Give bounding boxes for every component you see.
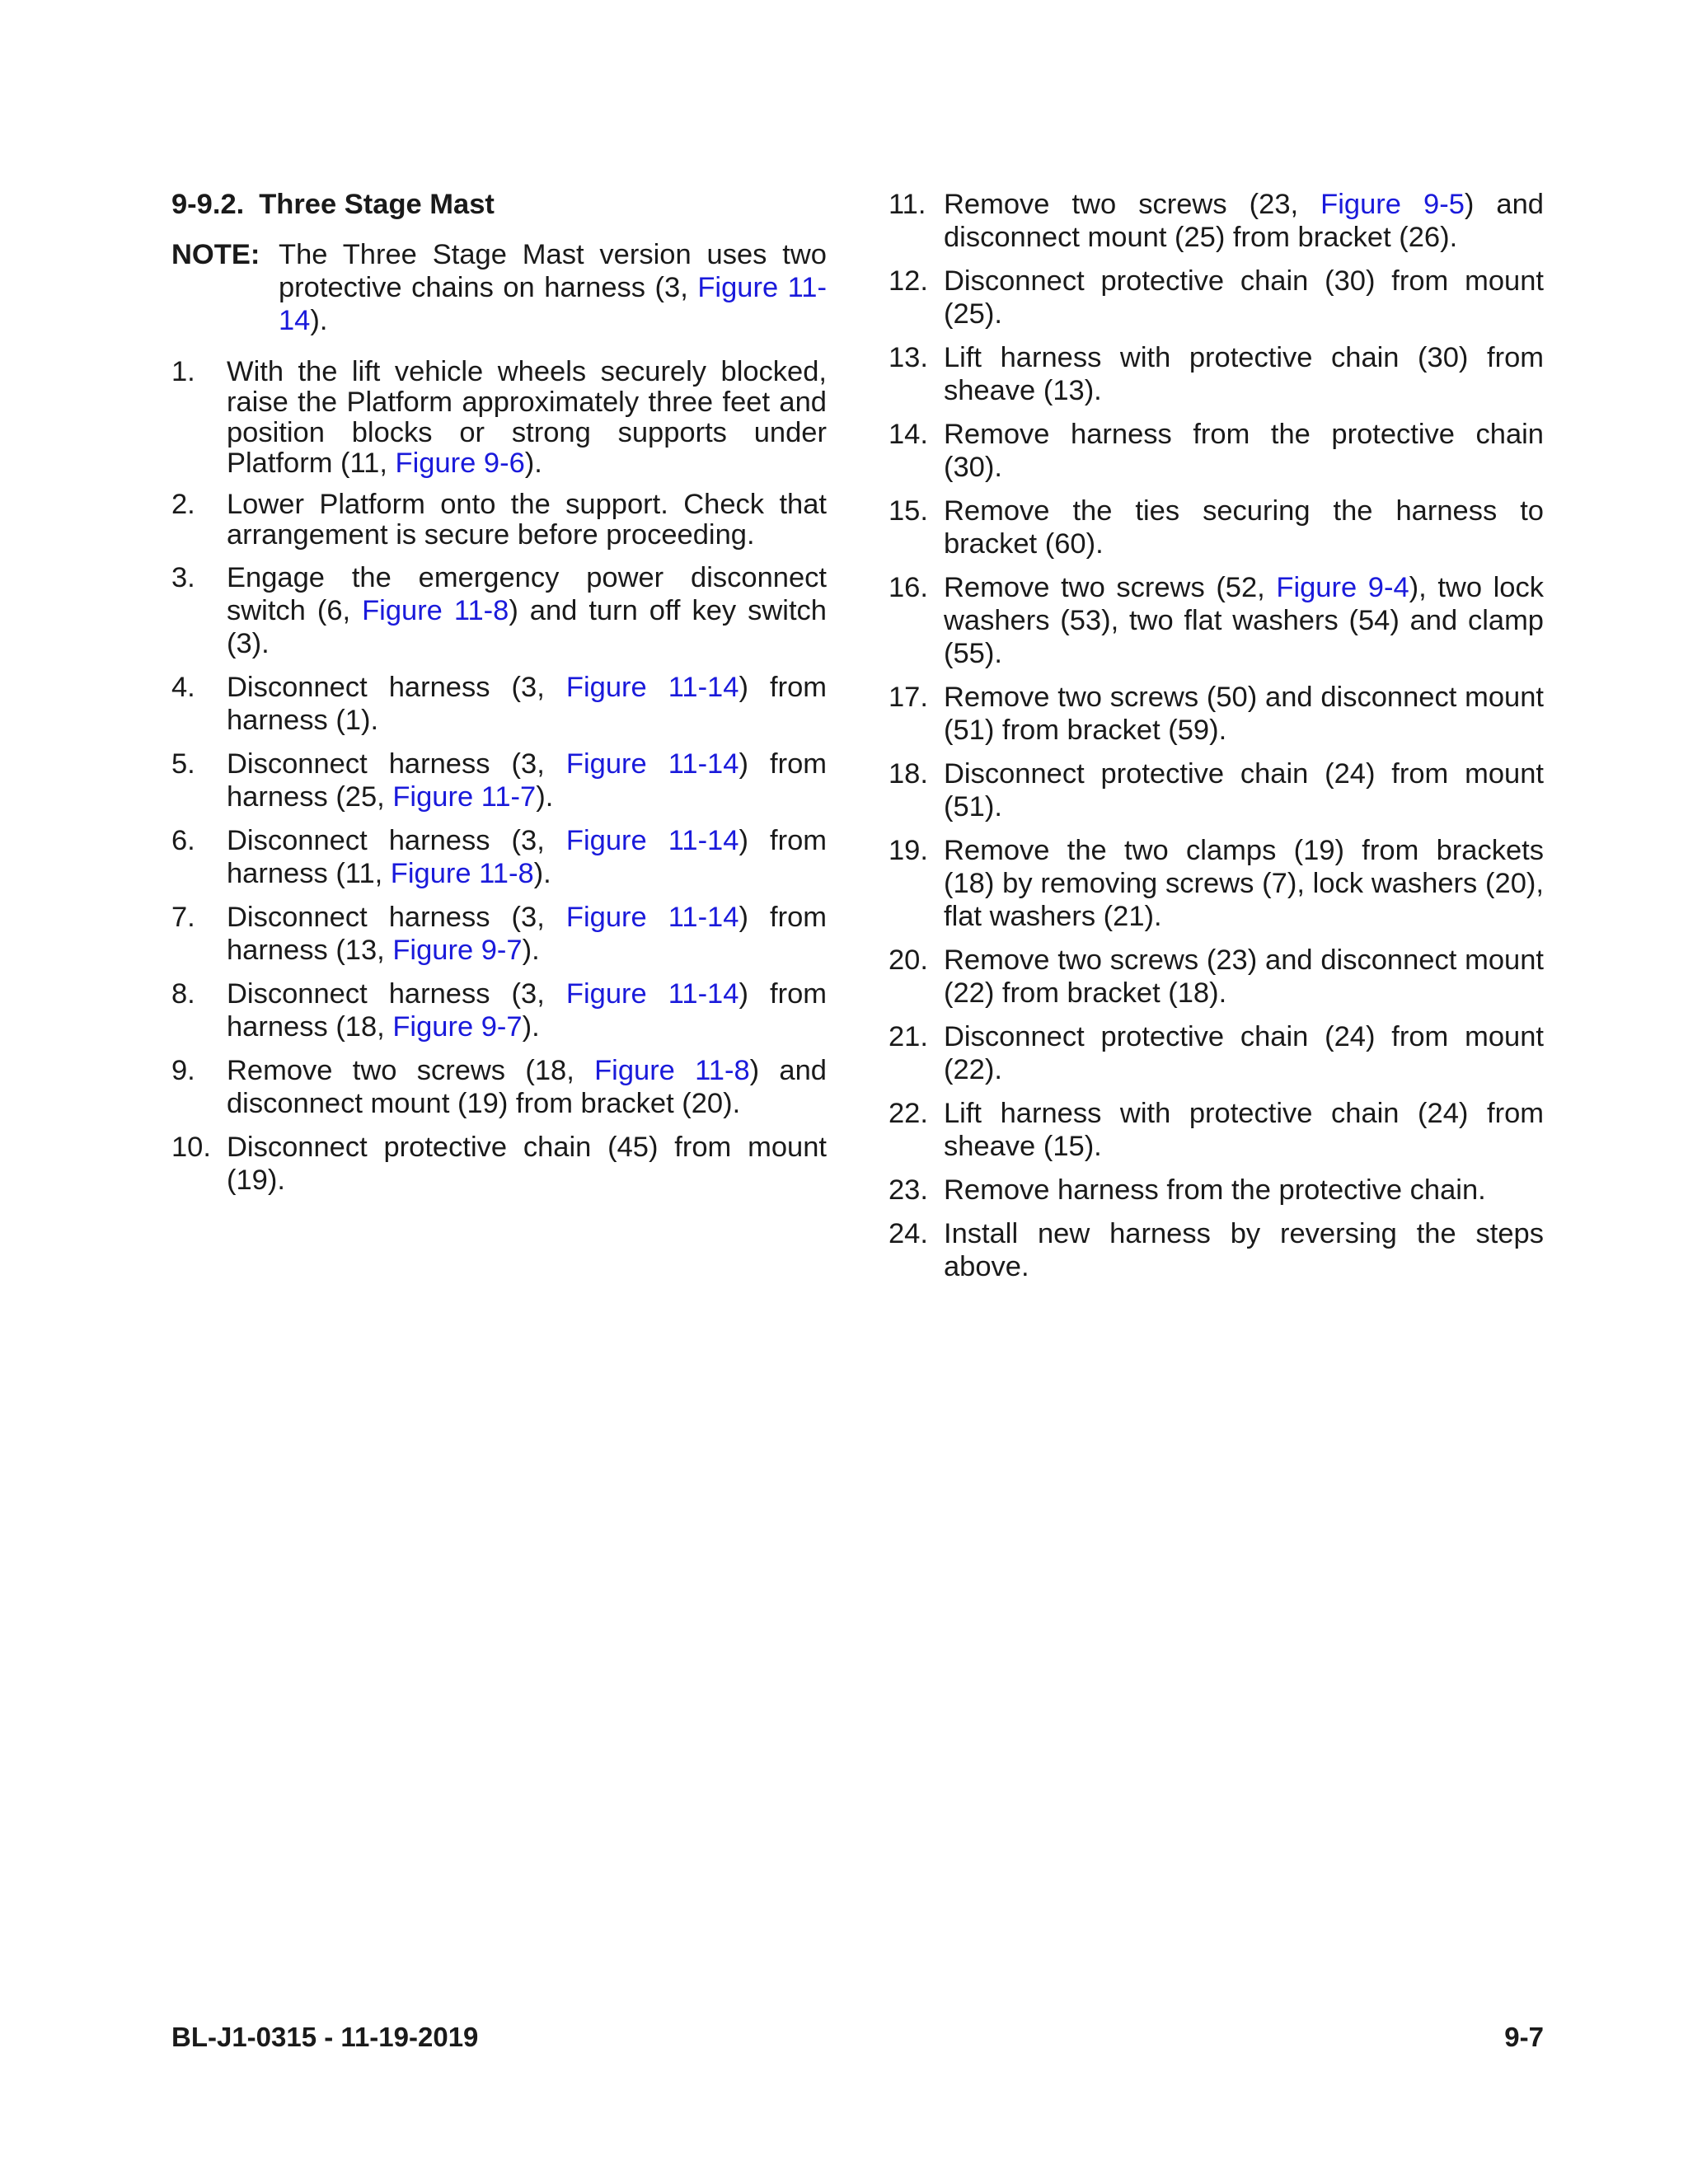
text-run: ) and disconnect mount (25) from bracket (26). [944,189,1544,253]
step-text [944,1020,1544,1086]
figure-link[interactable]: Figure 11-14 [565,672,739,703]
text-run: ). [536,781,554,813]
step-number: 6. [171,825,195,856]
step-text [227,748,827,813]
steps-list-right [889,188,1544,1283]
step-number: 13. [889,342,928,373]
text-run: ) from harness (11, [227,825,827,889]
note-text [279,238,827,337]
text-run: ) and turn off key switch (3). [227,595,827,659]
text-run: Disconnect protective chain (24) from mount (22). [944,1021,1544,1085]
step-number: 11. [889,189,926,220]
text-run: Disconnect harness (3, [227,748,566,780]
text-run: Disconnect protective chain (24) from mount (51). [944,758,1544,823]
text-run: Remove two screws (50) and disconnect mount (51) from bracket (59). [944,682,1544,746]
steps-list-left [171,357,827,1197]
figure-link[interactable]: Figure 11-8 [390,858,534,889]
step-text [944,418,1544,484]
step-item [171,1131,827,1197]
step-text [227,561,827,660]
text-run: Lower Platform onto the support. Check that arrangement is secure before proceeding. [227,489,827,551]
step-item [889,1217,1544,1283]
step-text [944,341,1544,407]
page-number: 9-7 [1504,2022,1544,2052]
text-run: Remove two screws (23, [944,189,1321,220]
text-run: ), two lock washers (53), two flat washers (54) and clamp (55). [944,572,1544,669]
text-run: Lift harness with protective chain (24) from sheave (15). [944,1098,1544,1162]
step-number: 8. [171,978,195,1010]
step-item [171,357,827,479]
figure-link[interactable]: Figure 11-14 [565,748,739,780]
step-text [944,1174,1544,1207]
text-run: Disconnect protective chain (30) from mount (25). [944,265,1544,330]
step-item [889,681,1544,747]
text-run: Remove two screws (52, [944,572,1277,603]
step-text [227,490,827,551]
step-number: 20. [889,944,928,976]
step-item [889,418,1544,484]
step-item [171,748,827,813]
step-text [227,901,827,967]
step-item [889,757,1544,823]
note-label: NOTE: [171,239,260,270]
step-text [227,977,827,1043]
step-text [944,1097,1544,1163]
step-number: 2. [171,489,195,520]
text-run: Remove the ties securing the harness to bracket (60). [944,495,1544,560]
text-run: ). [533,858,551,889]
text-run: ) from harness (18, [227,978,827,1043]
page-footer [171,2021,1544,2054]
step-number: 18. [889,758,928,790]
step-text [227,824,827,890]
step-number: 14. [889,419,928,450]
step-number: 1. [171,356,195,387]
step-text [944,834,1544,933]
text-run: Remove two screws (18, [227,1055,595,1086]
note-block [171,238,827,337]
text-run: Remove harness from the protective chain. [944,1174,1486,1206]
step-item [171,901,827,967]
step-item [889,1097,1544,1163]
text-run: ) from harness (13, [227,902,827,966]
text-run: ). [522,1011,540,1043]
step-text [227,671,827,737]
step-text [944,188,1544,254]
figure-link[interactable]: Figure 11-8 [362,595,509,626]
step-item [889,834,1544,933]
text-run: Install new harness by reversing the steps above. [944,1218,1544,1282]
text-run: Remove two screws (23) and disconnect mount (22) from bracket (18). [944,944,1544,1009]
step-item [889,265,1544,330]
step-text [944,944,1544,1010]
step-item [889,944,1544,1010]
step-text [227,357,827,479]
step-number: 16. [889,572,928,603]
figure-link[interactable]: Figure 11-14 [565,902,739,933]
text-run: ). [310,305,328,336]
step-number: 4. [171,672,195,703]
step-number: 15. [889,495,928,527]
figure-link[interactable]: Figure 9-4 [1276,572,1409,603]
step-text [944,1217,1544,1283]
text-run: ). [524,448,542,479]
text-run: Disconnect harness (3, [227,672,566,703]
step-number: 22. [889,1098,928,1129]
step-number: 5. [171,748,195,780]
figure-link[interactable]: Figure 11-8 [594,1055,750,1086]
step-number: 7. [171,902,195,933]
left-column [171,188,827,1207]
step-number: 24. [889,1218,928,1249]
step-item [889,571,1544,670]
text-run: Remove harness from the protective chain (30). [944,419,1544,483]
step-text [944,265,1544,330]
step-item [171,824,827,890]
text-run: ). [522,935,540,966]
right-column [889,188,1544,1294]
text-run: Remove the two clamps (19) from brackets (18) by removing screws (7), lock washers (20), flat washers (21). [944,835,1544,932]
text-run: ) from harness (1). [227,672,827,736]
step-text [944,681,1544,747]
section-heading [171,188,827,221]
step-text [944,571,1544,670]
figure-link[interactable]: Figure 9-6 [395,448,525,479]
document-id: BL-J1-0315 - 11-19-2019 [171,2022,479,2052]
text-run: With the lift vehicle wheels securely blocked, raise the Platform approximately three feet and position blocks or strong supports under Platform (11, [227,356,827,479]
figure-link[interactable]: Figure 9-7 [392,1011,523,1043]
text-run: The Three Stage Mast version uses two protective chains on harness (3, [279,239,827,303]
step-number: 21. [889,1021,928,1052]
text-run: Engage the emergency power disconnect switch (6, [227,562,827,626]
step-number: 12. [889,265,928,297]
step-number: 19. [889,835,928,866]
text-run: Lift harness with protective chain (30) from sheave (13). [944,342,1544,406]
step-item [171,977,827,1043]
step-number: 17. [889,682,928,713]
step-text [944,757,1544,823]
text-run: ) from harness (25, [227,748,827,813]
figure-link[interactable]: Figure 11-14 [565,825,739,856]
text-run: Disconnect harness (3, [227,825,566,856]
step-text [944,494,1544,560]
step-item [889,188,1544,254]
figure-link[interactable]: Figure 11-14 [279,272,827,336]
step-item [889,1174,1544,1207]
step-item [889,1020,1544,1086]
figure-link[interactable]: Figure 9-7 [392,935,523,966]
step-number: 9. [171,1055,195,1086]
section-title: Three Stage Mast [259,189,495,220]
step-item [171,561,827,660]
text-run: Disconnect protective chain (45) from mount (19). [227,1132,827,1196]
step-number: 10. [171,1132,211,1163]
step-item [889,494,1544,560]
figure-link[interactable]: Figure 11-14 [565,978,739,1010]
text-run: Disconnect harness (3, [227,902,566,933]
figure-link[interactable]: Figure 9-5 [1320,189,1465,220]
figure-link[interactable]: Figure 11-7 [392,781,537,813]
text-run: ) and disconnect mount (19) from bracket (20). [227,1055,827,1119]
text-run: Disconnect harness (3, [227,978,566,1010]
step-number: 3. [171,562,195,593]
step-item [171,490,827,551]
step-item [171,1054,827,1120]
section-number: 9-9.2. [171,189,245,220]
step-text [227,1131,827,1197]
step-text [227,1054,827,1120]
step-number: 23. [889,1174,928,1206]
step-item [171,671,827,737]
step-item [889,341,1544,407]
